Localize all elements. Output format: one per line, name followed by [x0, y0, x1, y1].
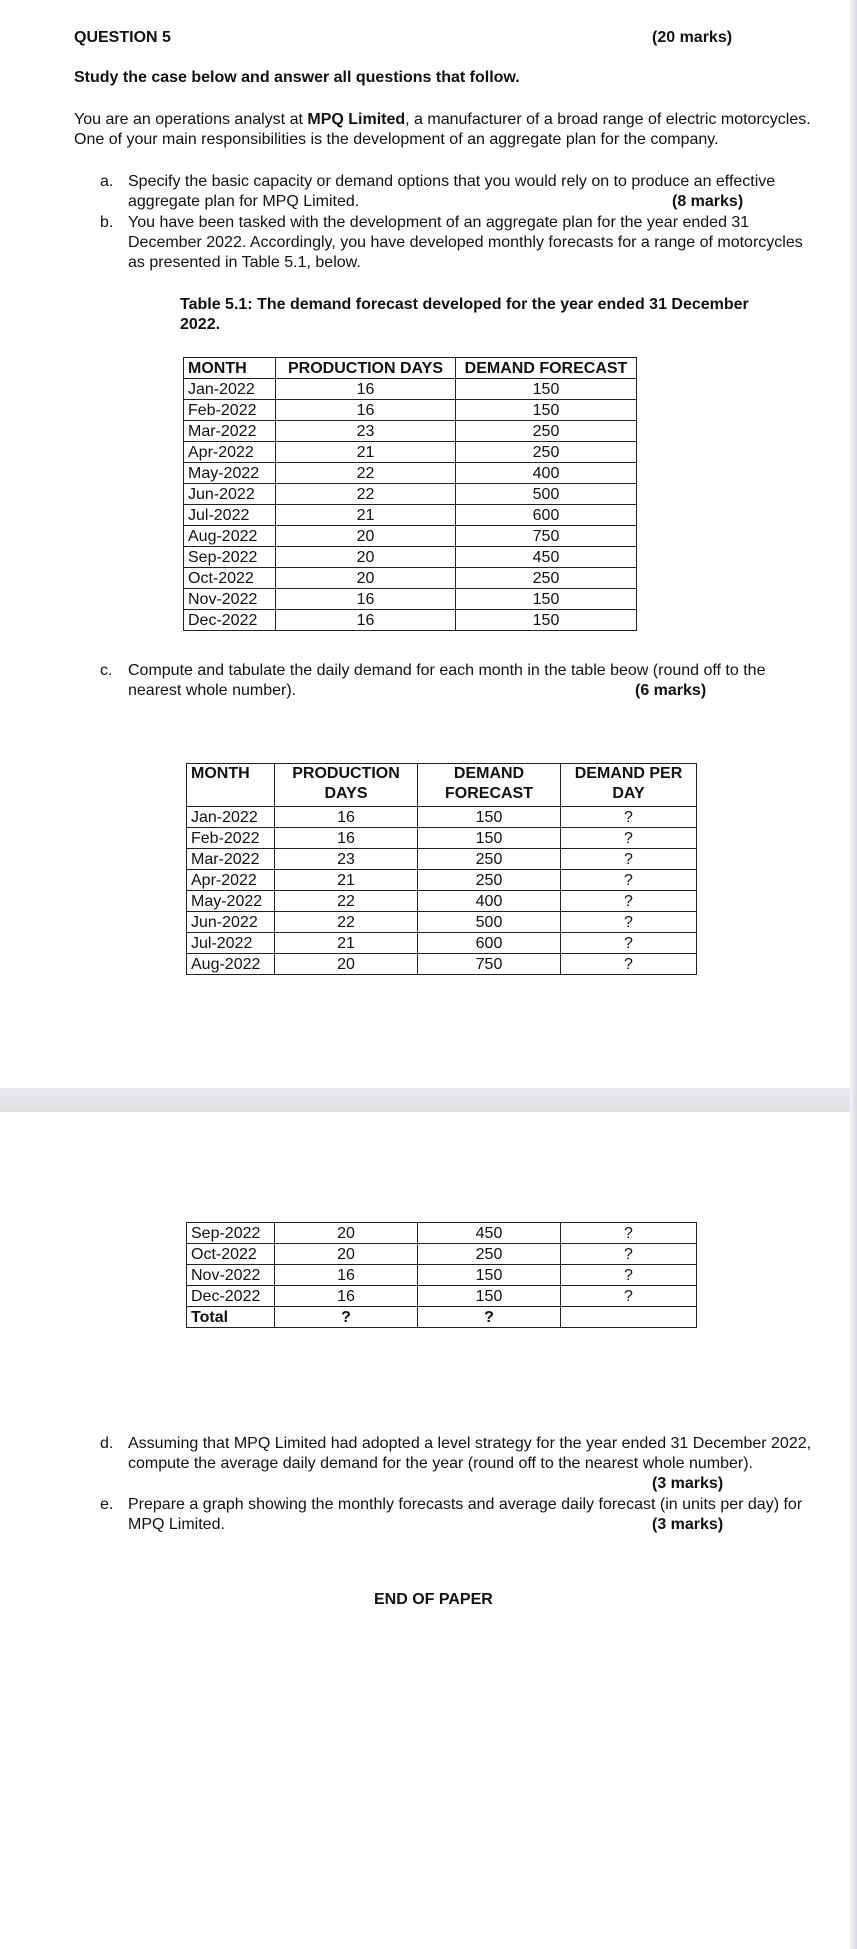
- table-caption-line-1: Table 5.1: The demand forecast developed for the year ended 31 December: [180, 296, 749, 313]
- item-b-line-3: as presented in Table 5.1, below.: [128, 254, 361, 271]
- table-header-row: [187, 764, 697, 807]
- days-cell: 16: [276, 610, 456, 631]
- intro-line-1: [74, 110, 811, 130]
- forecast-cell: 600: [456, 505, 637, 526]
- per-day-cell: ?: [561, 1265, 697, 1286]
- per-day-cell: ?: [561, 954, 697, 975]
- table-row: [187, 1286, 697, 1307]
- table-row: [187, 1265, 697, 1286]
- per-day-cell: ?: [561, 828, 697, 849]
- item-b-line-1: You have been tasked with the development of an aggregate plan for the year ended 31: [128, 214, 750, 231]
- table-row: [184, 568, 637, 589]
- forecast-cell: 400: [418, 891, 561, 912]
- forecast-cell: 450: [456, 547, 637, 568]
- question-number: QUESTION 5: [74, 29, 171, 46]
- days-cell: 23: [276, 421, 456, 442]
- page-2: [0, 1112, 850, 1949]
- table-row: [184, 463, 637, 484]
- per-day-cell: ?: [561, 933, 697, 954]
- table-row: [184, 421, 637, 442]
- table-row: [184, 526, 637, 547]
- per-day-cell: ?: [561, 807, 697, 828]
- header-month: MONTH: [184, 358, 276, 379]
- days-cell: 23: [275, 849, 418, 870]
- forecast-cell: 150: [418, 1286, 561, 1307]
- days-cell: 21: [275, 870, 418, 891]
- days-cell: 16: [275, 1286, 418, 1307]
- forecast-cell: 250: [456, 421, 637, 442]
- table-row: [187, 1223, 697, 1244]
- days-cell: 20: [275, 1244, 418, 1265]
- item-c-marks: (6 marks): [635, 682, 707, 699]
- table-row: [187, 1244, 697, 1265]
- table-row: [184, 442, 637, 463]
- table-row: [184, 379, 637, 400]
- item-e-line-2: MPQ Limited.: [128, 1516, 225, 1533]
- item-d-line-1: Assuming that MPQ Limited had adopted a level strategy for the year ended 31 December 2022,: [128, 1435, 812, 1452]
- month-cell: Jul-2022: [184, 505, 276, 526]
- forecast-cell: 500: [418, 912, 561, 933]
- forecast-cell: 150: [456, 610, 637, 631]
- intro-text-2: , a manufacturer of a broad range of electric motorcycles.: [405, 111, 811, 128]
- forecast-cell: 500: [456, 484, 637, 505]
- month-cell: Jan-2022: [187, 807, 275, 828]
- days-cell: 16: [276, 589, 456, 610]
- total-days-cell: ?: [275, 1307, 418, 1328]
- forecast-cell: 400: [456, 463, 637, 484]
- table-row: [187, 912, 697, 933]
- month-cell: Aug-2022: [184, 526, 276, 547]
- forecast-cell: 150: [456, 379, 637, 400]
- days-cell: 22: [276, 484, 456, 505]
- per-day-cell: ?: [561, 849, 697, 870]
- item-c-line-1: Compute and tabulate the daily demand for each month in the table beow (round off to the: [128, 662, 766, 679]
- per-day-cell: ?: [561, 1244, 697, 1265]
- item-a-label: a.: [100, 173, 114, 190]
- intro-line-2: One of your main responsibilities is the development of an aggregate plan for the company.: [74, 131, 719, 148]
- days-cell: 22: [276, 463, 456, 484]
- per-day-cell: ?: [561, 1286, 697, 1307]
- item-a-marks: (8 marks): [672, 193, 744, 210]
- days-cell: 22: [275, 891, 418, 912]
- month-cell: May-2022: [184, 463, 276, 484]
- month-cell: Feb-2022: [184, 400, 276, 421]
- month-cell: Dec-2022: [187, 1286, 275, 1307]
- item-d-label: d.: [100, 1435, 114, 1452]
- month-cell: Sep-2022: [184, 547, 276, 568]
- days-cell: 20: [276, 568, 456, 589]
- item-a-line-2: aggregate plan for MPQ Limited.: [128, 193, 360, 210]
- end-of-paper: END OF PAPER: [374, 1591, 493, 1608]
- company-name: MPQ Limited: [307, 111, 406, 128]
- month-cell: Nov-2022: [184, 589, 276, 610]
- page-edge-shadow: [850, 0, 857, 1949]
- question-marks: (20 marks): [652, 29, 733, 46]
- item-e-marks: (3 marks): [652, 1516, 724, 1533]
- month-cell: Aug-2022: [187, 954, 275, 975]
- per-day-cell: ?: [561, 891, 697, 912]
- demand-forecast-table: [183, 357, 637, 631]
- table-row: [184, 484, 637, 505]
- days-cell: 20: [275, 954, 418, 975]
- days-cell: 16: [275, 1265, 418, 1286]
- forecast-cell: 750: [418, 954, 561, 975]
- month-cell: Oct-2022: [184, 568, 276, 589]
- header-demand-forecast: DEMAND FORECAST: [418, 764, 561, 807]
- month-cell: Apr-2022: [184, 442, 276, 463]
- item-b-line-2: December 2022. Accordingly, you have developed monthly forecasts for a range of motorcycles: [128, 234, 803, 251]
- header-production-days: PRODUCTION DAYS: [275, 764, 418, 807]
- instruction: Study the case below and answer all questions that follow.: [74, 69, 520, 86]
- table-row: [184, 589, 637, 610]
- days-cell: 22: [275, 912, 418, 933]
- item-c-line-2: nearest whole number).: [128, 682, 297, 699]
- total-label: Total: [187, 1307, 275, 1328]
- forecast-cell: 250: [418, 849, 561, 870]
- table-row: [184, 505, 637, 526]
- days-cell: 21: [276, 505, 456, 526]
- month-cell: Jul-2022: [187, 933, 275, 954]
- item-e-label: e.: [100, 1496, 114, 1513]
- days-cell: 21: [276, 442, 456, 463]
- table-row: [184, 610, 637, 631]
- table-row: [187, 828, 697, 849]
- days-cell: 16: [276, 400, 456, 421]
- table-row: [184, 400, 637, 421]
- forecast-cell: 450: [418, 1223, 561, 1244]
- month-cell: May-2022: [187, 891, 275, 912]
- month-cell: Mar-2022: [187, 849, 275, 870]
- per-day-cell: ?: [561, 912, 697, 933]
- total-row: [187, 1307, 697, 1328]
- month-cell: Oct-2022: [187, 1244, 275, 1265]
- forecast-cell: 250: [456, 568, 637, 589]
- forecast-cell: 750: [456, 526, 637, 547]
- days-cell: 20: [276, 547, 456, 568]
- days-cell: 16: [276, 379, 456, 400]
- header-month: MONTH: [187, 764, 275, 807]
- days-cell: 20: [275, 1223, 418, 1244]
- per-day-cell: ?: [561, 870, 697, 891]
- total-forecast-cell: ?: [418, 1307, 561, 1328]
- daily-demand-table: [186, 763, 697, 975]
- table-row: [187, 891, 697, 912]
- month-cell: Jun-2022: [187, 912, 275, 933]
- month-cell: Nov-2022: [187, 1265, 275, 1286]
- days-cell: 16: [275, 807, 418, 828]
- forecast-cell: 250: [456, 442, 637, 463]
- month-cell: Apr-2022: [187, 870, 275, 891]
- forecast-cell: 600: [418, 933, 561, 954]
- daily-demand-table-continued: [186, 1222, 697, 1328]
- days-cell: 20: [276, 526, 456, 547]
- header-demand-forecast: DEMAND FORECAST: [456, 358, 637, 379]
- table-row: [184, 547, 637, 568]
- month-cell: Jan-2022: [184, 379, 276, 400]
- month-cell: Jun-2022: [184, 484, 276, 505]
- table-caption-line-2: 2022.: [180, 316, 221, 333]
- table-header-row: [184, 358, 637, 379]
- month-cell: Feb-2022: [187, 828, 275, 849]
- forecast-cell: 150: [418, 828, 561, 849]
- item-e-line-1: Prepare a graph showing the monthly forecasts and average daily forecast (in units per day) for: [128, 1496, 803, 1513]
- days-cell: 16: [275, 828, 418, 849]
- per-day-cell: ?: [561, 1223, 697, 1244]
- days-cell: 21: [275, 933, 418, 954]
- item-b-label: b.: [100, 214, 114, 231]
- month-cell: Sep-2022: [187, 1223, 275, 1244]
- forecast-cell: 150: [418, 807, 561, 828]
- forecast-cell: 150: [418, 1265, 561, 1286]
- month-cell: Mar-2022: [184, 421, 276, 442]
- item-d-marks: (3 marks): [652, 1475, 724, 1492]
- item-d-line-2: compute the average daily demand for the year (round off to the nearest whole number).: [128, 1455, 753, 1472]
- page-break: [0, 1088, 857, 1112]
- table-row: [187, 807, 697, 828]
- month-cell: Dec-2022: [184, 610, 276, 631]
- header-production-days: PRODUCTION DAYS: [276, 358, 456, 379]
- table-row: [187, 933, 697, 954]
- forecast-cell: 150: [456, 400, 637, 421]
- table-row: [187, 870, 697, 891]
- item-a-line-1: Specify the basic capacity or demand options that you would rely on to produce an effective: [128, 173, 776, 190]
- total-per-day-cell: [561, 1307, 697, 1328]
- header-demand-per-day: DEMAND PER DAY: [561, 764, 697, 807]
- forecast-cell: 250: [418, 870, 561, 891]
- forecast-cell: 250: [418, 1244, 561, 1265]
- intro-text-1: You are an operations analyst at: [74, 111, 308, 128]
- table-row: [187, 954, 697, 975]
- item-c-label: c.: [100, 662, 113, 679]
- table-row: [187, 849, 697, 870]
- forecast-cell: 150: [456, 589, 637, 610]
